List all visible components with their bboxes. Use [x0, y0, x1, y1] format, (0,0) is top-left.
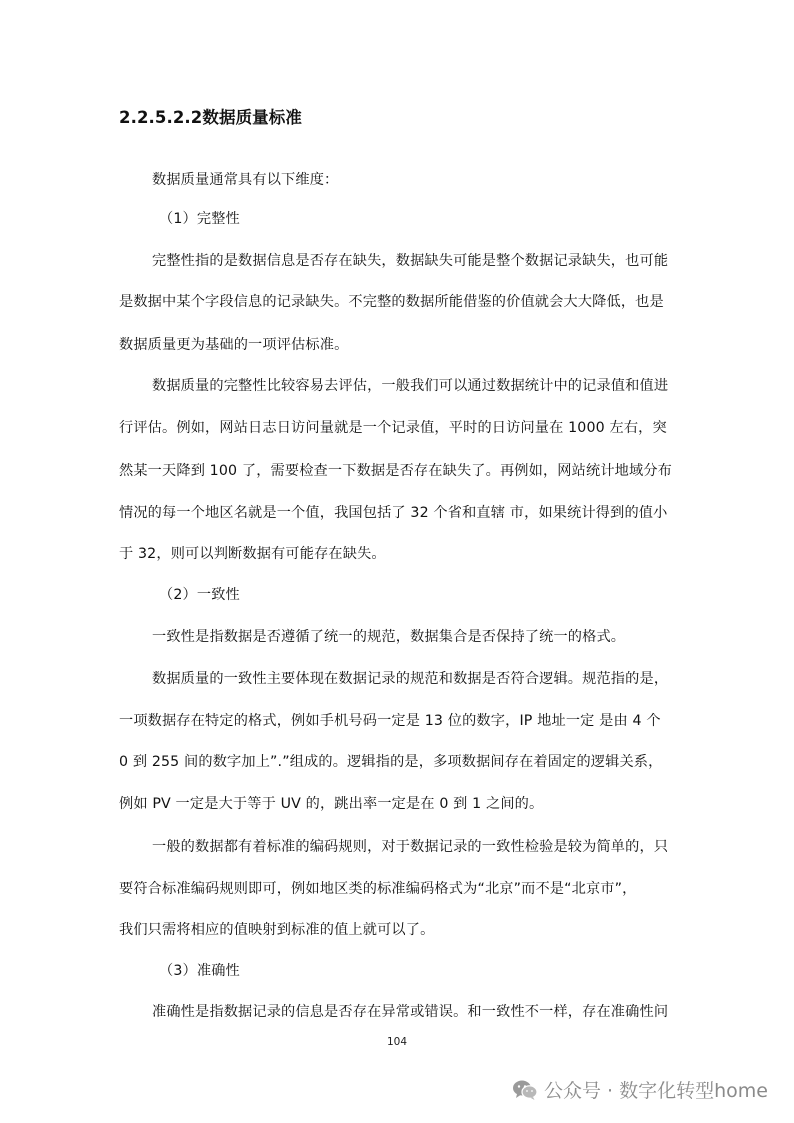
body-paragraph-line: 我们只需将相应的值映射到标准的值上就可以了。: [119, 922, 435, 938]
list-item-heading: （1）完整性: [159, 211, 240, 227]
page-number: 104: [386, 1036, 408, 1048]
body-paragraph-line: 然某一天降到 100 了，需要检查一下数据是否存在缺失了。再例如，网站统计地域分布: [119, 463, 673, 479]
body-paragraph-line: 完整性指的是数据信息是否存在缺失，数据缺失可能是整个数据记录缺失，也可能: [152, 253, 669, 269]
watermark-text: 公众号 · 数字化转型home: [544, 1080, 768, 1102]
body-paragraph-line: 0 到 255 间的数字加上”.”组成的。逻辑指的是，多项数据间存在着固定的逻辑关系，: [119, 754, 663, 770]
body-paragraph-line: 数据质量的完整性比较容易去评估，一般我们可以通过数据统计中的记录值和值进: [152, 378, 669, 394]
body-paragraph-line: 一致性是指数据是否遵循了统一的规范，数据集合是否保持了统一的格式。: [152, 629, 626, 645]
body-paragraph-line: 例如 PV 一定是大于等于 UV 的，跳出率一定是在 0 到 1 之间的。: [119, 796, 544, 812]
body-paragraph-line: 于 32，则可以判断数据有可能存在缺失。: [119, 546, 386, 562]
body-paragraph-line: 一项数据存在特定的格式，例如手机号码一定是 13 位的数字，IP 地址一定 是由 4 个: [119, 713, 661, 729]
body-paragraph-line: 数据质量通常具有以下维度：: [152, 172, 339, 188]
list-item-heading: （3）准确性: [159, 963, 240, 979]
list-item-heading: （2）一致性: [159, 587, 240, 603]
body-paragraph-line: 准确性是指数据记录的信息是否存在异常或错误。和一致性不一样，存在准确性问: [152, 1004, 669, 1020]
body-paragraph-line: 数据质量的一致性主要体现在数据记录的规范和数据是否符合逻辑。规范指的是，: [152, 671, 669, 687]
body-paragraph-line: 情况的每一个地区名就是一个值，我国包括了 32 个省和直辖 市，如果统计得到的值小: [119, 505, 668, 521]
body-paragraph-line: 要符合标准编码规则即可，例如地区类的标准编码格式为“北京”而不是“北京市”，: [119, 881, 637, 897]
body-paragraph-line: 是数据中某个字段信息的记录缺失。不完整的数据所能借鉴的价值就会大大降低，也是: [119, 294, 664, 310]
section-heading: 2.2.5.2.2数据质量标准: [119, 108, 302, 127]
body-paragraph-line: 数据质量更为基础的一项评估标准。: [119, 337, 349, 353]
wechat-icon: [512, 1079, 538, 1101]
body-paragraph-line: 行评估。例如，网站日志日访问量就是一个记录值，平时的日访问量在 1000 左右，突: [119, 420, 667, 436]
watermark: [512, 1076, 768, 1103]
body-paragraph-line: 一般的数据都有着标准的编码规则，对于数据记录的一致性检验是较为简单的，只: [152, 839, 669, 855]
